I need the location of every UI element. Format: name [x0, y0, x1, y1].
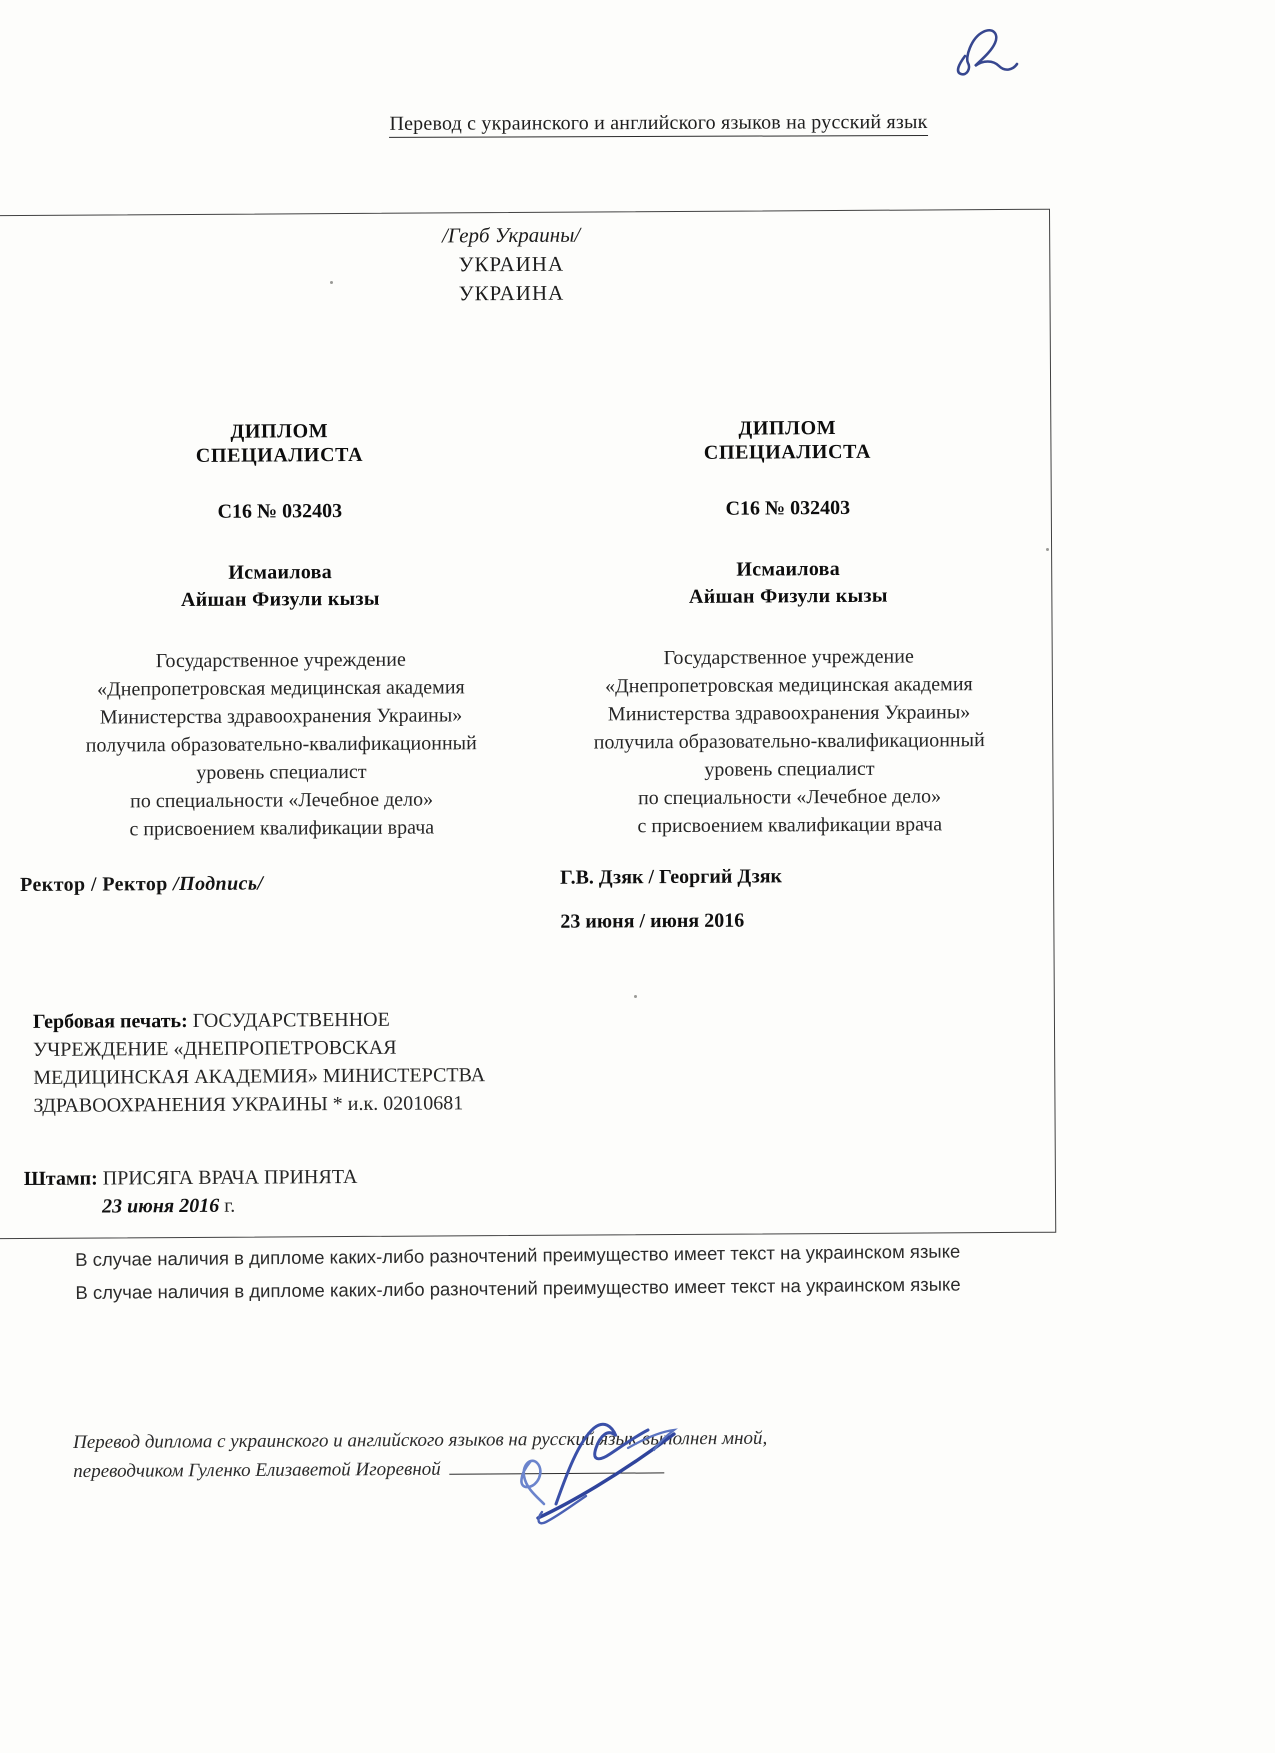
- diploma-column-left: [39, 418, 522, 844]
- stamp-label: Штамп:: [23, 1167, 98, 1190]
- handwritten-page-number: [935, 8, 1025, 88]
- body-line: Министерства здравоохранения Украины»: [607, 701, 971, 726]
- holder-name: [40, 558, 520, 615]
- seal-label: Гербовая печать:: [32, 1009, 188, 1033]
- translation-header-text: Перевод с украинского и английского языков на русский язык: [389, 111, 927, 138]
- seal-description: [33, 1005, 496, 1120]
- series-number: С16 № 032403: [725, 496, 851, 520]
- seal-text: ГОСУДАРСТВЕННОЕ УЧРЕЖДЕНИЕ «ДНЕПРОПЕТРОВСКАЯ МЕДИЦИНСКАЯ АКАДЕМИЯ» МИНИСТЕРСТВА ЗДРАВООХРАНЕНИЯ УКРАИНЫ * и.к. 02010681: [33, 1008, 486, 1117]
- certificate-box: [0, 209, 1056, 1240]
- disclaimer-line-1: В случае наличия в дипломе каких-либо разночтений преимущество имеет текст на украинском языке: [75, 1240, 961, 1270]
- translator-name-text: переводчиком Гуленко Елизаветой Игоревной: [73, 1458, 441, 1482]
- stamp-date: 23 июня 2016: [102, 1194, 220, 1218]
- body-line: Министерства здравоохранения Украины»: [99, 704, 463, 729]
- scan-speck: [1046, 548, 1049, 551]
- diploma-body-text: [549, 642, 1030, 841]
- translator-line-1: Перевод диплома с украинского и английского языков на русский язык выполнен мной,: [73, 1427, 768, 1453]
- translation-header: [0, 110, 1275, 137]
- holder-surname: Исмаилова: [228, 561, 333, 584]
- body-line: уровень специалист: [196, 760, 367, 784]
- coat-of-arms-note: /Герб Украины/: [441, 222, 581, 248]
- disclaimer-line-2: В случае наличия в дипломе каких-либо разночтений преимущество имеет текст на украинском языке: [75, 1273, 961, 1303]
- stamp-date-line: [24, 1190, 494, 1221]
- signing-date: 23 июня / июня 2016: [560, 909, 745, 933]
- country-line-2: УКРАИНА: [458, 280, 565, 306]
- doc-type-line-2: СПЕЦИАЛИСТА: [195, 443, 364, 467]
- scan-speck: [330, 281, 333, 284]
- body-line: по специальности «Лечебное дело»: [130, 788, 434, 813]
- body-line: уровень специалист: [704, 757, 875, 781]
- doc-type-line-2: СПЕЦИАЛИСТА: [703, 440, 872, 464]
- handwritten-2-glyph: [935, 8, 1025, 88]
- disclaimer-block: [75, 1235, 961, 1309]
- body-line: получила образовательно-квалификационный: [85, 732, 477, 757]
- body-line: с присвоением квалификации врача: [637, 813, 943, 838]
- country-line-1: УКРАИНА: [458, 251, 565, 277]
- holder-given-names: Айшан Физули кызы: [688, 584, 888, 608]
- stamp-description: [24, 1162, 494, 1221]
- body-line: получила образовательно-квалификационный: [593, 729, 985, 754]
- translator-signature: [478, 1392, 713, 1552]
- diploma-column-right: [547, 415, 1030, 841]
- doc-type: [39, 418, 519, 469]
- holder-surname: Исмаилова: [736, 557, 841, 581]
- body-line: с присвоением квалификации врача: [129, 816, 435, 841]
- body-line: «Днепропетровская медицинская академия: [605, 673, 973, 698]
- holder-name: [548, 555, 1028, 612]
- stamp-line: [24, 1162, 494, 1193]
- body-line: Государственное учреждение: [155, 648, 406, 673]
- doc-type: [547, 415, 1027, 466]
- rector-label: Ректор / Ректор: [20, 873, 168, 897]
- doc-type-line-1: ДИПЛОМ: [738, 417, 837, 440]
- stamp-date-suffix: г.: [224, 1194, 236, 1217]
- series-number: С16 № 032403: [217, 500, 343, 523]
- body-line: «Днепропетровская медицинская академия: [97, 676, 465, 701]
- diploma-body-text: [41, 645, 522, 844]
- signer-block: [560, 865, 782, 933]
- signer-name: Г.В. Дзяк / Георгий Дзяк: [560, 865, 783, 889]
- body-line: Государственное учреждение: [663, 645, 914, 670]
- doc-type-line-1: ДИПЛОМ: [230, 420, 329, 443]
- rector-signature-line: [20, 873, 263, 897]
- signature-placeholder-note: /Подпись/: [173, 872, 264, 896]
- stamp-text: ПРИСЯГА ВРАЧА ПРИНЯТА: [102, 1165, 358, 1190]
- scan-speck: [634, 995, 637, 998]
- coat-of-arms-block: [0, 218, 1050, 312]
- holder-given-names: Айшан Физули кызы: [180, 587, 380, 612]
- body-line: по специальности «Лечебное дело»: [638, 785, 942, 810]
